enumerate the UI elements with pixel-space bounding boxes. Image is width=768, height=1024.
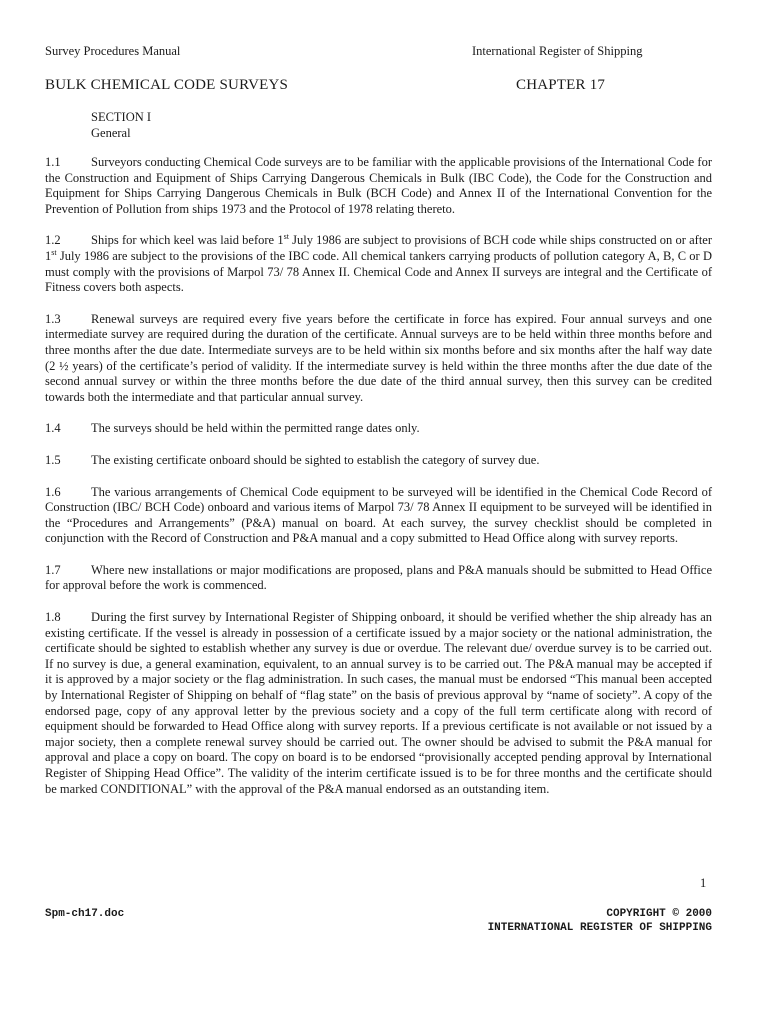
paragraph-number: 1.2 xyxy=(45,233,61,248)
paragraph-text: The existing certificate onboard should be sighted to establish the category of survey due. xyxy=(91,452,540,467)
footer-filename: Spm-ch17.doc xyxy=(45,908,125,920)
paragraph-1-5 xyxy=(45,453,712,469)
paragraph-text: Ships for which keel was laid before 1 xyxy=(91,233,284,248)
ordinal-suffix: st xyxy=(51,247,57,257)
paragraph-number: 1.4 xyxy=(45,421,61,436)
body-content xyxy=(45,155,712,813)
header-organization: International Register of Shipping xyxy=(472,44,643,58)
document-title: BULK CHEMICAL CODE SURVEYS xyxy=(45,77,289,93)
paragraph-1-1 xyxy=(45,155,712,217)
section-subtitle: General xyxy=(91,126,131,140)
paragraph-text: Where new installations or major modifications are proposed, plans and P&A manuals should be submitted to Head Office for approval before the work is commenced. xyxy=(45,562,712,593)
paragraph-1-7 xyxy=(45,563,712,594)
page-number: 1 xyxy=(700,876,707,890)
ordinal-suffix: st xyxy=(283,232,289,242)
paragraph-text: July 1986 are subject to the provisions of the IBC code. All chemical tankers carrying products of pollution category A, B, C or D must comply with the provisions of Marpol 73/ 78 Annex II. Chemical Code and Annex II surveys are integral and the Certificate of Fitness covers both aspects. xyxy=(45,248,712,295)
header-manual-name: Survey Procedures Manual xyxy=(45,44,181,58)
paragraph-number: 1.3 xyxy=(45,311,61,326)
paragraph-number: 1.7 xyxy=(45,562,61,577)
paragraph-text: July 1986 are subject to provisions of BCH code while ships constructed on or after 1 xyxy=(45,233,713,263)
paragraph-number: 1.1 xyxy=(45,155,61,169)
paragraph-number: 1.5 xyxy=(45,452,61,467)
paragraph-1-6 xyxy=(45,485,712,547)
paragraph-text: During the first survey by International Register of Shipping onboard, it should be verified whether the ship already has an existing certificate. If the vessel is already in possession of a certificate issued by a major society or the national administration, the certificate should be sighted to establish whether any survey is due or overdue. The relevant due/ overdue survey is to be carried out. If no survey is due, a general examination, equivalent, to an annual survey is to be carried out. The P&A manual may be accepted if it is approved by a major society or the flag administration. In such cases, the manual must be endorsed “This manual been accepted by International Register of Shipping on behalf of “flag state” on the basis of previous approval by “name of society”. A copy of the endorsed page, copy of any approval letter by the previous society and a copy of the full term certificate along with record of equipment should be forwarded to Head Office along with survey reports. If a previous certificate is not available or not issued by a major society, then a complete renewal survey should be carried out. The owner should be advised to submit the P&A manual for approval and place a copy on board. The copy on board is to be endorsed “provisionally accepted pending approval by International Register of Shipping Head Office”. The validity of the interim certificate issued is to be for three months and the certificate should be marked CONDITIONAL” with the approval of the P&A manual endorsed as an outstanding item. xyxy=(45,610,712,796)
paragraph-1-4 xyxy=(45,421,712,437)
paragraph-1-2 xyxy=(45,233,712,295)
section-label: SECTION I xyxy=(91,110,152,124)
footer-organization: INTERNATIONAL REGISTER OF SHIPPING xyxy=(487,922,712,934)
chapter-label: CHAPTER 17 xyxy=(516,77,606,93)
footer-copyright: COPYRIGHT © 2000 xyxy=(606,908,712,920)
paragraph-text: The various arrangements of Chemical Code equipment to be surveyed will be identified in the Chemical Code Record of Construction (IBC/ BCH Code) onboard and various items of Marpol 73/ 78 Annex II equipment to be surveyed will be identified in the “Procedures and Arrangements” (P&A) manual on board. At each survey, the survey checklist should be completed in conjunction with the Record of Construction and P&A manual and a copy submitted to Head Office along with survey reports. xyxy=(45,484,712,546)
paragraph-1-3 xyxy=(45,312,712,406)
paragraph-number: 1.6 xyxy=(45,484,61,499)
paragraph-text: Renewal surveys are required every five years before the certificate in force has expired. Four annual surveys and one intermediate survey are required during the duration of the certificate. Annual surveys are to be held within three months before and three months after the due date. Intermediate surveys are to be held within six months before and six months after the half way date (2 ½ years) of the certificate’s period of validity. If the intermediate survey is held within the three months after the due date of the second annual survey or within the three months before the due date of the third annual survey, then this survey can be credited towards both the intermediate and that particular annual survey. xyxy=(45,311,712,404)
paragraph-text: The surveys should be held within the permitted range dates only. xyxy=(91,421,420,436)
paragraph-1-8 xyxy=(45,610,712,797)
paragraph-number: 1.8 xyxy=(45,610,61,625)
section-heading xyxy=(91,109,151,141)
paragraph-text: Surveyors conducting Chemical Code surveys are to be familiar with the applicable provisions of the International Code for the Construction and Equipment of Ships Carrying Dangerous Chemicals in Bulk (IBC Code), the Code for the Construction and Equipment for Ships Carrying Dangerous Chemicals in Bulk (BCH Code) and Annex II of the International Convention for the Prevention of Pollution from ships 1973 and the Protocol of 1978 relating thereto. xyxy=(45,155,712,216)
